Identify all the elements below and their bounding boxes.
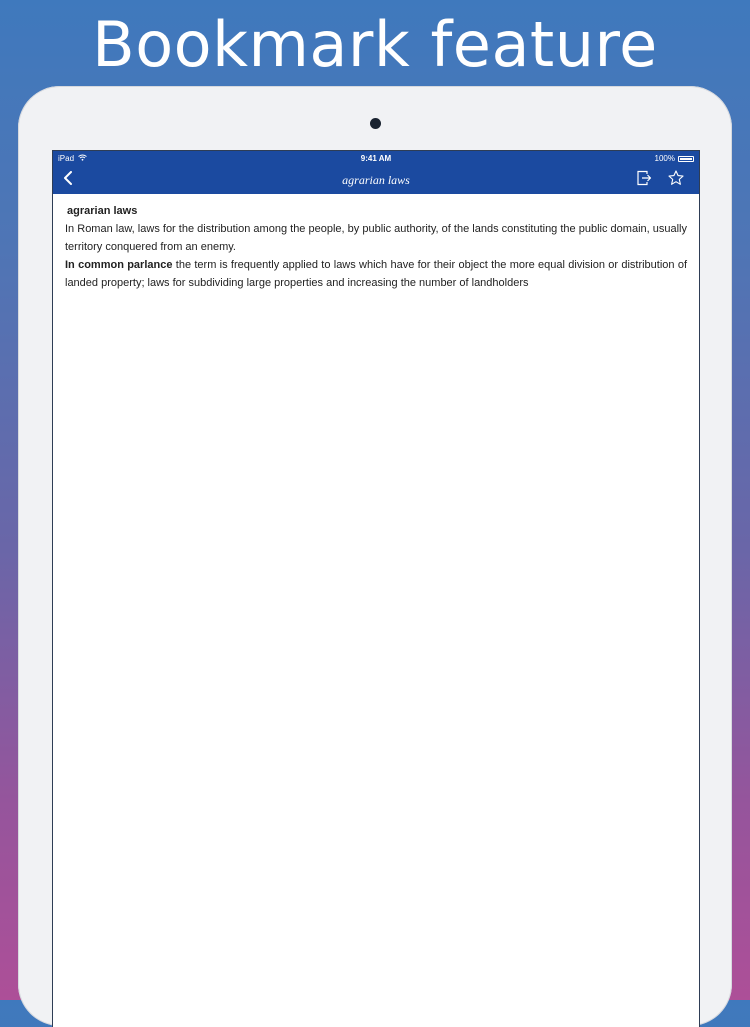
definition-paragraph-1: In Roman law, laws for the distribution among the people, by public authority, of the lands constituting the public domain, usually territory conquered from an enemy. bbox=[65, 223, 687, 253]
device-label: iPad bbox=[58, 154, 75, 163]
nav-content bbox=[53, 167, 699, 194]
bookmark-button[interactable] bbox=[665, 169, 687, 191]
front-camera bbox=[370, 118, 381, 129]
emphasis-phrase: In common parlance bbox=[65, 259, 173, 271]
status-bar bbox=[53, 151, 699, 167]
promo-headline: Bookmark feature bbox=[92, 8, 658, 81]
definition-paragraph-2-text: the term is frequently applied to laws which have for their object the more equal division or distribution of landed property; laws for subdividing large properties and increasing the number of landholders bbox=[65, 259, 687, 289]
status-time: 9:41 AM bbox=[360, 154, 392, 163]
star-icon bbox=[668, 170, 684, 191]
status-right bbox=[655, 151, 694, 167]
battery-percent: 100% bbox=[654, 154, 675, 163]
share-button[interactable] bbox=[633, 169, 655, 191]
app-screen bbox=[52, 150, 700, 1027]
navigation-bar bbox=[53, 151, 699, 194]
definition-paragraph-2 bbox=[65, 256, 687, 292]
page-title: agrarian laws bbox=[342, 173, 410, 187]
entry-term: agrarian laws bbox=[67, 205, 138, 217]
share-icon bbox=[636, 170, 652, 191]
definition-content bbox=[53, 194, 699, 292]
battery-icon bbox=[678, 156, 694, 162]
ipad-frame bbox=[18, 86, 732, 1026]
